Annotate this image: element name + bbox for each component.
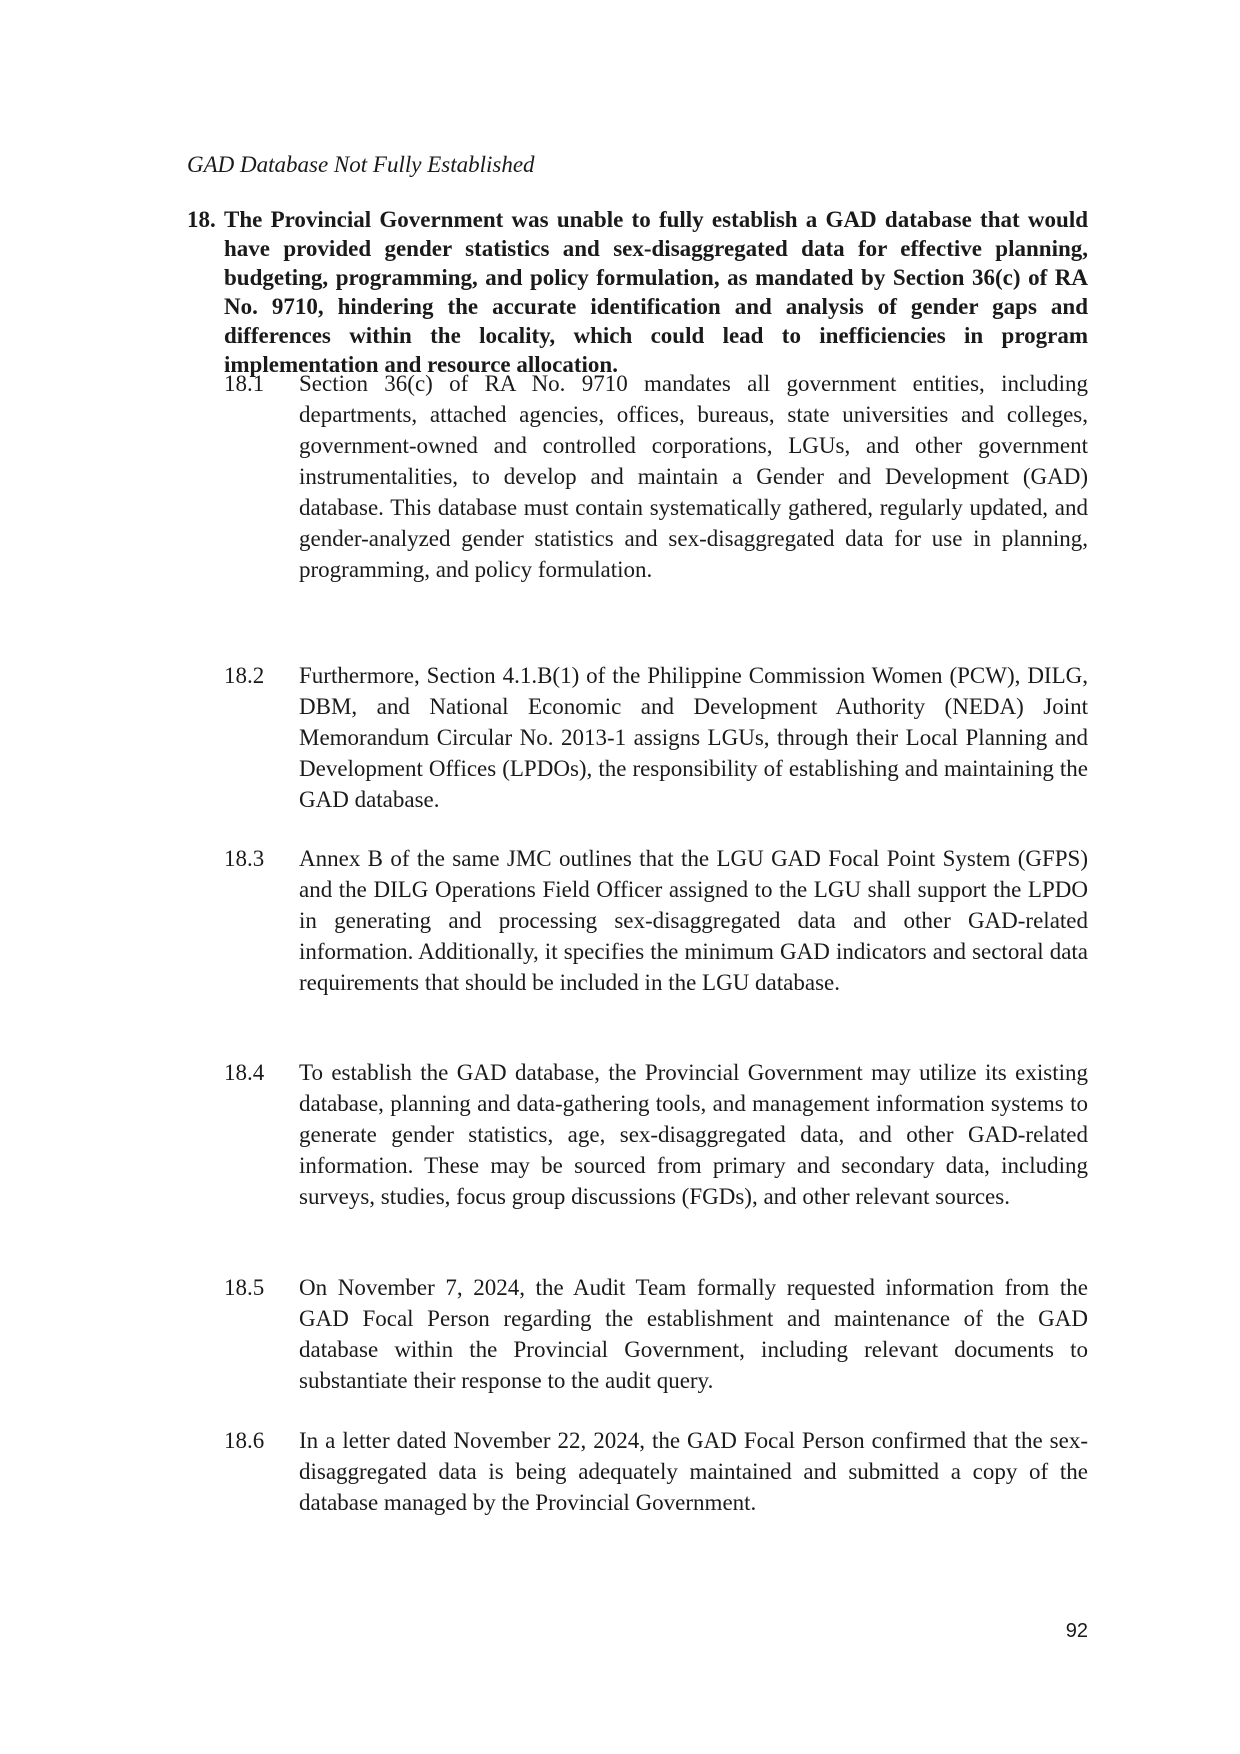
paragraph-18-6 — [224, 1425, 1088, 1518]
paragraph-18-2 — [224, 660, 1088, 815]
paragraph-18-4 — [224, 1057, 1088, 1212]
finding-number: 18. — [187, 207, 216, 232]
page-number: 92 — [1065, 1620, 1088, 1642]
paragraph-number: 18.3 — [224, 846, 265, 871]
paragraph-number: 18.4 — [224, 1060, 265, 1085]
paragraph-text: Section 36(c) of RA No. 9710 mandates all government entities, including departments, attached agencies, offices, bureaus, state universities and colleges, government-owned and controlled corporations, LGUs, and other government instrumentalities, to develop and maintain a Gender and Development (GAD) database. This database must contain systematically gathered, regularly updated, and gender-analyzed gender statistics and sex-disaggregated data for use in planning, programming, and policy formulation. — [299, 371, 1088, 582]
section-title: GAD Database Not Fully Established — [187, 152, 535, 177]
paragraph-number: 18.5 — [224, 1275, 265, 1300]
paragraph-18-5 — [224, 1272, 1088, 1396]
paragraph-number: 18.1 — [224, 371, 265, 396]
paragraph-text: Annex B of the same JMC outlines that the LGU GAD Focal Point System (GFPS) and the DILG Operations Field Officer assigned to the LGU shall support the LPDO in generating and processing sex-disaggregated data and other GAD-related information. Additionally, it specifies the minimum GAD indicators and sectoral data requirements that should be included in the LGU database. — [299, 846, 1088, 995]
paragraph-number: 18.2 — [224, 663, 265, 688]
paragraph-text: On November 7, 2024, the Audit Team formally requested information from the GAD Focal Person regarding the establishment and maintenance of the GAD database within the Provincial Government, including relevant documents to substantiate their response to the audit query. — [299, 1275, 1088, 1393]
paragraph-18-3 — [224, 843, 1088, 998]
paragraph-text: Furthermore, Section 4.1.B(1) of the Philippine Commission Women (PCW), DILG, DBM, and National Economic and Development Authority (NEDA) Joint Memorandum Circular No. 2013-1 assigns LGUs, through their Local Planning and Development Offices (LPDOs), the responsibility of establishing and maintaining the GAD database. — [299, 663, 1088, 812]
finding-text: The Provincial Government was unable to fully establish a GAD database that would have provided gender statistics and sex-disaggregated data for effective planning, budgeting, programming, and policy formulation, as mandated by Section 36(c) of RA No. 9710, hindering the accurate identification and analysis of gender gaps and differences within the locality, which could lead to inefficiencies in program implementation and resource allocation. — [224, 207, 1088, 377]
finding-18 — [187, 205, 1088, 379]
paragraph-text: In a letter dated November 22, 2024, the GAD Focal Person confirmed that the sex-disaggregated data is being adequately maintained and submitted a copy of the database managed by the Provincial Government. — [299, 1428, 1088, 1515]
paragraph-text: To establish the GAD database, the Provincial Government may utilize its existing database, planning and data-gathering tools, and management information systems to generate gender statistics, age, sex-disaggregated data, and other GAD-related information. These may be sourced from primary and secondary data, including surveys, studies, focus group discussions (FGDs), and other relevant sources. — [299, 1060, 1088, 1209]
paragraph-18-1 — [224, 368, 1088, 585]
paragraph-number: 18.6 — [224, 1428, 265, 1453]
